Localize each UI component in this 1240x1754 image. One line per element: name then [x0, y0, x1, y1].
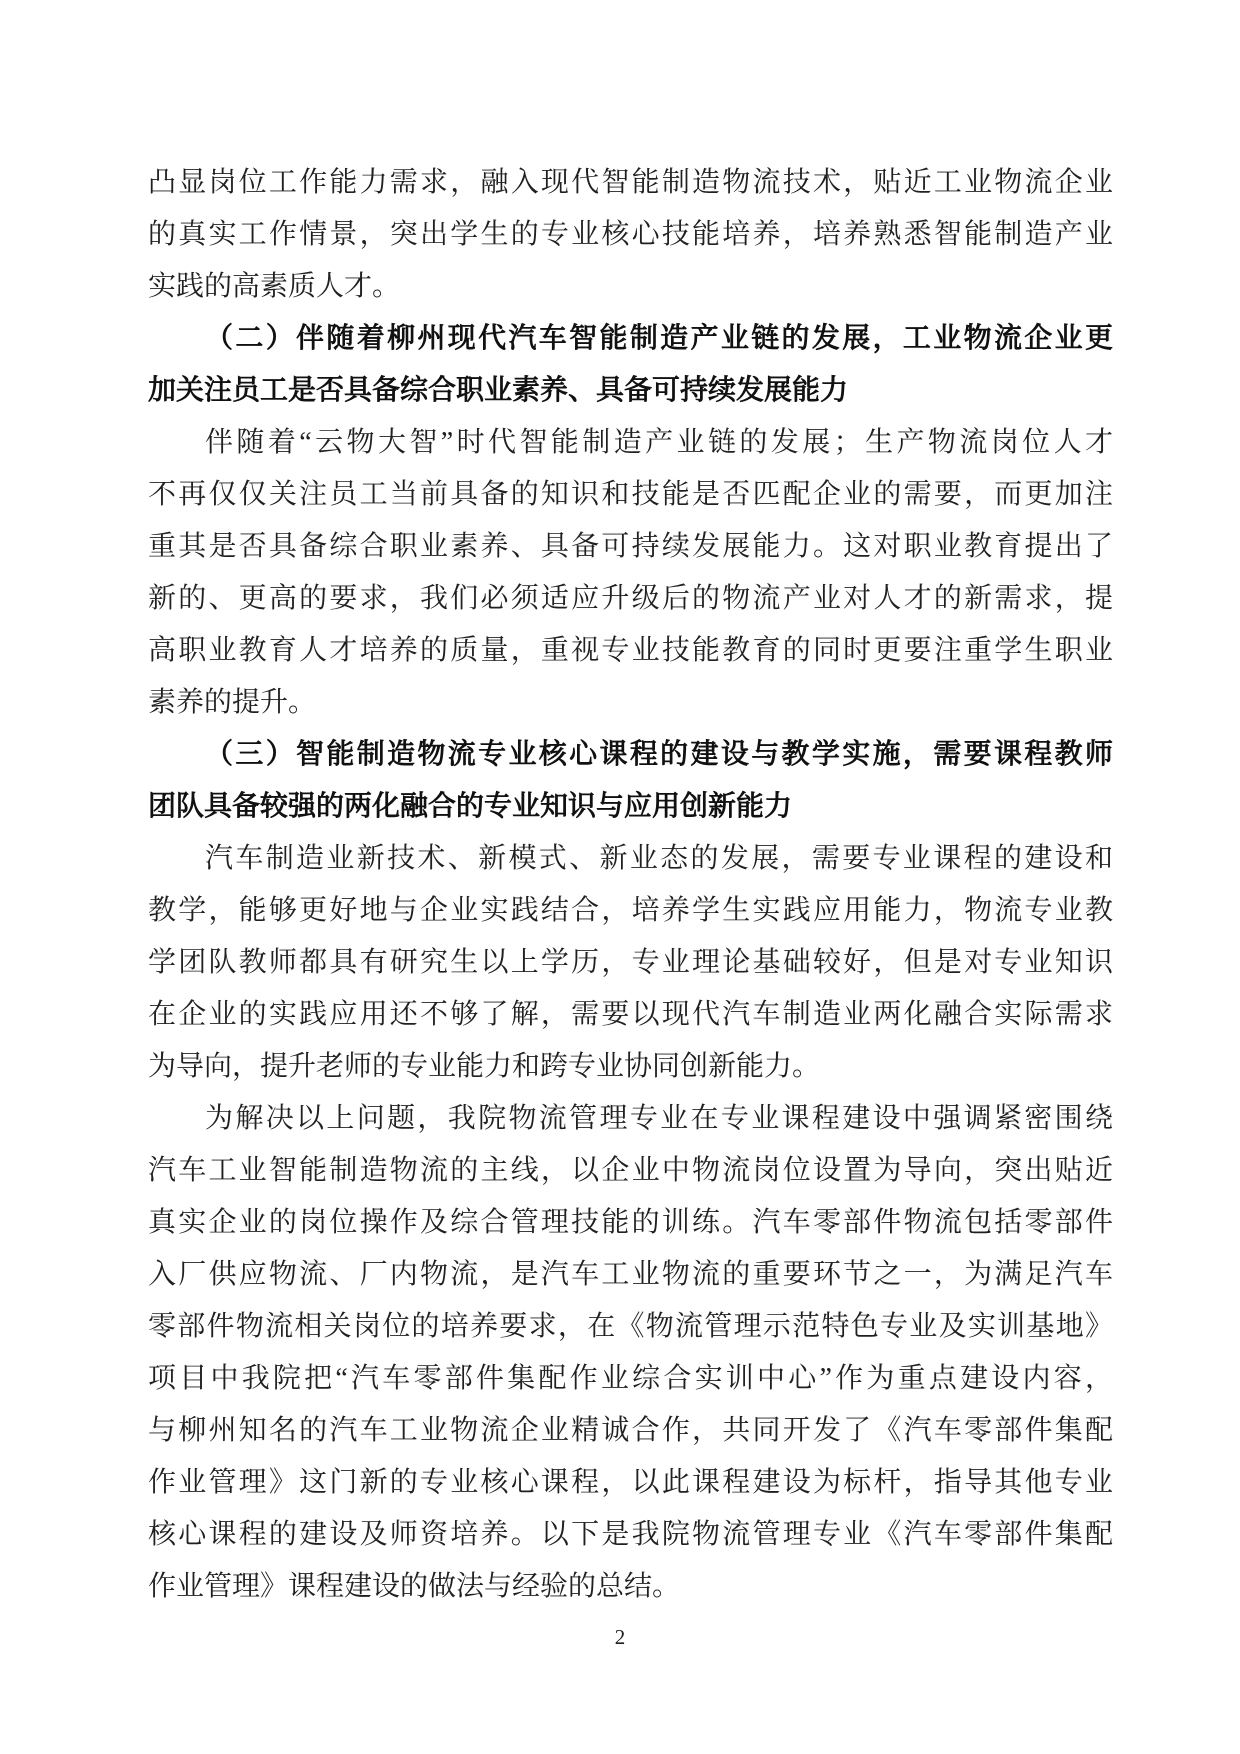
body-line: 入厂供应物流、厂内物流，是汽车工业物流的重要环节之一，为满足汽车: [148, 1259, 1113, 1290]
body-line: 凸显岗位工作能力需求，融入现代智能制造物流技术，贴近工业物流企业: [148, 167, 1113, 198]
body-line: 不再仅仅关注员工当前具备的知识和技能是否匹配企业的需要，而更加注: [148, 479, 1113, 510]
body-line: 核心课程的建设及师资培养。以下是我院物流管理专业《汽车零部件集配: [148, 1519, 1113, 1550]
body-line: 真实企业的岗位操作及综合管理技能的训练。汽车零部件物流包括零部件: [148, 1207, 1113, 1238]
body-line: 为导向，提升老师的专业能力和跨专业协同创新能力。: [148, 1051, 821, 1082]
body-line: 实践的高素质人才。: [148, 271, 401, 302]
body-line: 汽车制造业新技术、新模式、新业态的发展，需要专业课程的建设和: [205, 843, 1113, 874]
body-line: 作业管理》课程建设的做法与经验的总结。: [148, 1571, 681, 1602]
body-line: 学团队教师都具有研究生以上学历，专业理论基础较好，但是对专业知识: [148, 947, 1113, 978]
body-line: 汽车工业智能制造物流的主线，以企业中物流岗位设置为导向，突出贴近: [148, 1155, 1113, 1186]
body-line: 高职业教育人才培养的质量，重视专业技能教育的同时更要注重学生职业: [148, 635, 1113, 666]
body-line: 为解决以上问题，我院物流管理专业在专业课程建设中强调紧密围绕: [205, 1103, 1113, 1134]
heading-line: （二）伴随着柳州现代汽车智能制造产业链的发展，工业物流企业更: [205, 323, 1113, 354]
body-line: 项目中我院把“汽车零部件集配作业综合实训中心”作为重点建设内容，: [148, 1363, 1113, 1394]
heading-line: 加关注员工是否具备综合职业素养、具备可持续发展能力: [148, 375, 849, 406]
body-line: 教学，能够更好地与企业实践结合，培养学生实践应用能力，物流专业教: [148, 895, 1113, 926]
heading-line: （三）智能制造物流专业核心课程的建设与教学实施，需要课程教师: [205, 739, 1113, 770]
body-line: 零部件物流相关岗位的培养要求，在《物流管理示范特色专业及实训基地》: [148, 1311, 1113, 1342]
body-line: 作业管理》这门新的专业核心课程，以此课程建设为标杆，指导其他专业: [148, 1467, 1113, 1498]
body-line: 重其是否具备综合职业素养、具备可持续发展能力。这对职业教育提出了: [148, 531, 1113, 562]
page-number: 2: [614, 1625, 626, 1649]
body-line: 新的、更高的要求，我们必须适应升级后的物流产业对人才的新需求，提: [148, 583, 1113, 614]
body-line: 素养的提升。: [148, 687, 317, 718]
body-line: 与柳州知名的汽车工业物流企业精诚合作，共同开发了《汽车零部件集配: [148, 1415, 1113, 1446]
body-line: 在企业的实践应用还不够了解，需要以现代汽车制造业两化融合实际需求: [148, 999, 1113, 1030]
text-block: [148, 157, 1113, 1613]
body-line: 的真实工作情景，突出学生的专业核心技能培养，培养熟悉智能制造产业: [148, 219, 1113, 250]
body-line: 伴随着“云物大智”时代智能制造产业链的发展；生产物流岗位人才: [205, 427, 1113, 458]
heading-line: 团队具备较强的两化融合的专业知识与应用创新能力: [148, 791, 793, 822]
